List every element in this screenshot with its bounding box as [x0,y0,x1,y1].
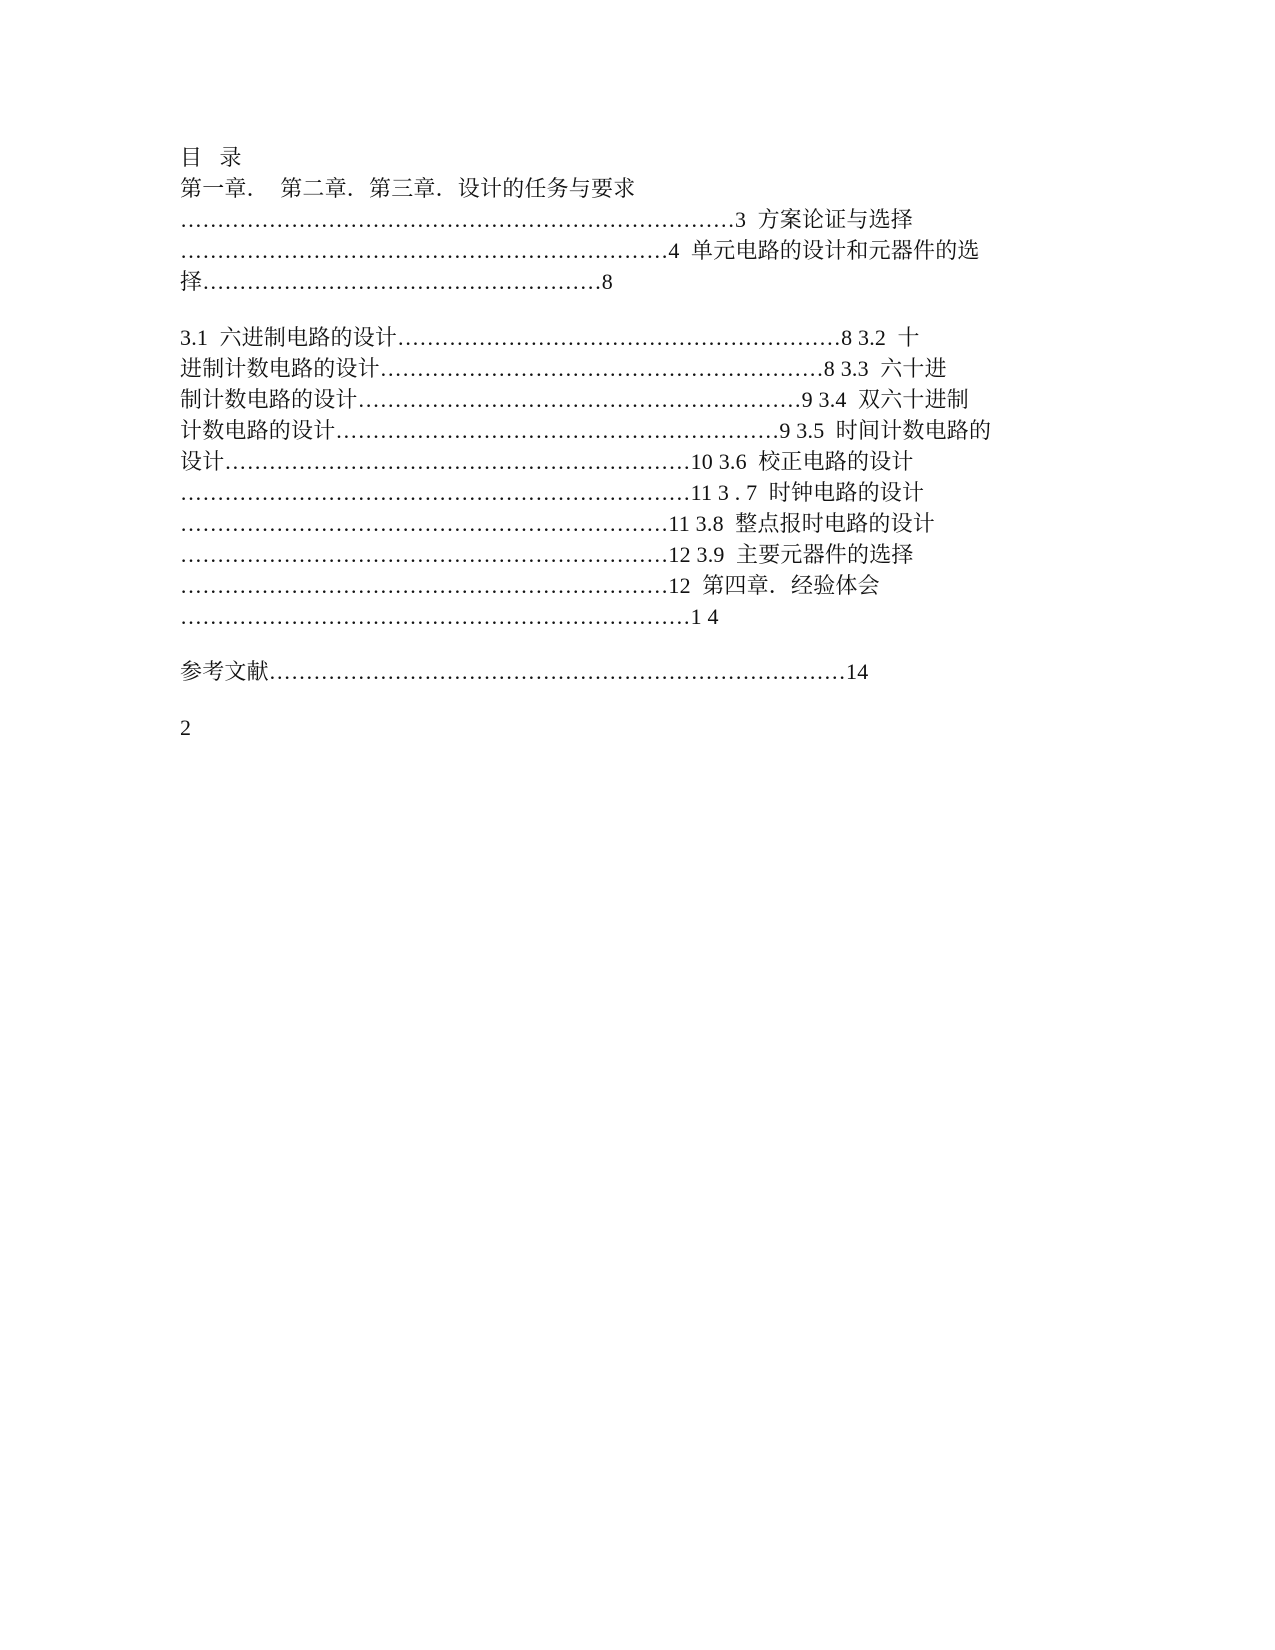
toc-line-2: …………………………………………………………………3 方案论证与选择 [180,207,914,232]
toc-line-5: 3.1 六进制电路的设计……………………………………………………8 3.2 十 [180,325,920,350]
toc-line-references: 参考文献……………………………………………………………………14 [180,659,869,684]
toc-line-4: 择………………………………………………8 [180,269,613,294]
toc-line-10: ……………………………………………………………11 3 . 7 时钟电路的设计 [180,480,925,505]
toc-line-13: …………………………………………………………12 第四章．经验体会 [180,573,880,598]
toc-line-12: …………………………………………………………12 3.9 主要元器件的选择 [180,542,914,567]
toc-line-14: ……………………………………………………………1 4 [180,604,719,629]
toc-line-3: …………………………………………………………4 单元电路的设计和元器件的选 [180,238,980,263]
toc-line-1: 第一章． 第二章．第三章．设计的任务与要求 [180,176,636,201]
toc-line-11: …………………………………………………………11 3.8 整点报时电路的设计 [180,511,935,536]
toc-title: 目 录 [180,145,248,170]
toc-line-8: 计数电路的设计……………………………………………………9 3.5 时间计数电路的 [180,418,992,443]
page-number: 2 [180,715,192,740]
toc-line-6: 进制计数电路的设计……………………………………………………8 3.3 六十进 [180,356,947,381]
toc-line-9: 设计………………………………………………………10 3.6 校正电路的设计 [180,449,914,474]
toc-line-7: 制计数电路的设计……………………………………………………9 3.4 双六十进制 [180,387,970,412]
